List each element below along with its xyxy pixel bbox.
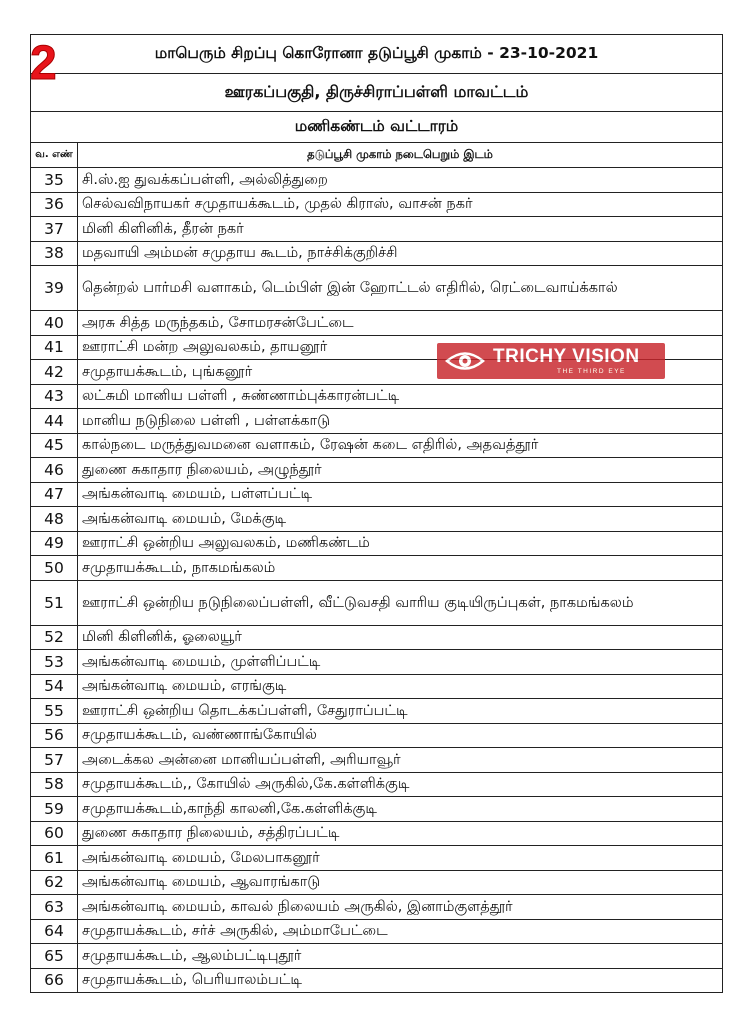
serial-number-cell: 36 — [31, 192, 78, 217]
camp-location-cell: துணை சுகாதார நிலையம், சத்திரப்பட்டி — [78, 821, 723, 846]
camp-location-cell: அங்கன்வாடி மையம், பள்ளப்பட்டி — [78, 482, 723, 507]
table-row — [31, 580, 723, 625]
table-row — [31, 409, 723, 434]
camp-location-cell: ஊராட்சி மன்ற அலுவலகம், தாயனூர் — [78, 335, 723, 360]
camp-location-cell: சமுதாயக்கூடம், புங்கனூர் — [78, 360, 723, 385]
serial-number-cell: 63 — [31, 895, 78, 920]
table-row — [31, 870, 723, 895]
table-row — [31, 674, 723, 699]
table-row — [31, 772, 723, 797]
table-row — [31, 797, 723, 822]
camp-location-cell: சமுதாயக்கூடம், வண்ணாங்கோயில் — [78, 723, 723, 748]
serial-number-cell: 47 — [31, 482, 78, 507]
serial-number-cell: 45 — [31, 433, 78, 458]
camp-location-cell: அங்கன்வாடி மையம், காவல் நிலையம் அருகில், இனாம்குளத்தூர் — [78, 895, 723, 920]
location-column-header: தடுப்பூசி முகாம் நடைபெறும் இடம் — [78, 143, 723, 168]
serial-number-cell: 62 — [31, 870, 78, 895]
camp-location-cell: மதவாயி அம்மன் சமுதாய கூடம், நாச்சிக்குறிச்சி — [78, 241, 723, 266]
table-row — [31, 266, 723, 311]
camp-location-cell: அங்கன்வாடி மையம், மேலபாகனூர் — [78, 846, 723, 871]
camp-location-cell: தென்றல் பார்மசி வளாகம், டெம்பிள் இன் ஹோட்டல் எதிரில், ரெட்டைவாய்க்கால் — [78, 266, 723, 311]
table-row — [31, 895, 723, 920]
serial-number-cell: 40 — [31, 311, 78, 336]
camp-location-cell: சி.ஸ்.ஐ துவக்கப்பள்ளி, அல்லித்துறை — [78, 168, 723, 193]
camp-location-cell: அரசு சித்த மருந்தகம், சோமரசன்பேட்டை — [78, 311, 723, 336]
serial-number-cell: 61 — [31, 846, 78, 871]
table-row — [31, 944, 723, 969]
table-row — [31, 458, 723, 483]
camp-location-cell: மானிய நடுநிலை பள்ளி , பள்ளக்காடு — [78, 409, 723, 434]
camp-location-cell: அங்கன்வாடி மையம், எரங்குடி — [78, 674, 723, 699]
table-row — [31, 384, 723, 409]
camp-locations-table — [30, 34, 723, 993]
serial-number-cell: 42 — [31, 360, 78, 385]
table-row — [31, 821, 723, 846]
camp-location-cell: ஊராட்சி ஒன்றிய நடுநிலைப்பள்ளி, வீட்டுவசதி வாரிய குடியிருப்புகள், நாகமங்கலம் — [78, 580, 723, 625]
serial-number-cell: 53 — [31, 650, 78, 675]
camp-location-cell: அங்கன்வாடி மையம், மேக்குடி — [78, 507, 723, 532]
table-row — [31, 241, 723, 266]
serial-number-cell: 39 — [31, 266, 78, 311]
camp-location-cell: துணை சுகாதார நிலையம், அழுந்தூர் — [78, 458, 723, 483]
table-row — [31, 625, 723, 650]
serial-number-cell: 54 — [31, 674, 78, 699]
camp-location-cell: கால்நடை மருத்துவமனை வளாகம், ரேஷன் கடை எதிரில், அதவத்தூர் — [78, 433, 723, 458]
trichy-vision-watermark — [437, 343, 665, 379]
table-row — [31, 433, 723, 458]
serial-number-cell: 48 — [31, 507, 78, 532]
table-row — [31, 311, 723, 336]
table-row — [31, 919, 723, 944]
block-name: மணிகண்டம் வட்டாரம் — [31, 112, 723, 143]
camp-location-cell: சமுதாயக்கூடம்,, கோயில் அருகில்,கே.கள்ளிக்குடி — [78, 772, 723, 797]
camp-location-cell: ஊராட்சி ஒன்றிய அலுவலகம், மணிகண்டம் — [78, 531, 723, 556]
serial-number-cell: 38 — [31, 241, 78, 266]
serial-number-cell: 66 — [31, 968, 78, 993]
table-row — [31, 507, 723, 532]
serial-number-cell: 56 — [31, 723, 78, 748]
table-row — [31, 531, 723, 556]
camp-location-cell: சமுதாயக்கூடம், ஆலம்பட்டிபுதூர் — [78, 944, 723, 969]
serial-number-cell: 43 — [31, 384, 78, 409]
camp-location-cell: மினி கிளினிக், தீரன் நகர் — [78, 217, 723, 242]
camp-location-cell: சமுதாயக்கூடம், சர்ச் அருகில், அம்மாபேட்டை — [78, 919, 723, 944]
table-row — [31, 556, 723, 581]
serial-number-cell: 41 — [31, 335, 78, 360]
table-row — [31, 846, 723, 871]
serial-column-header: வ. எண் — [31, 143, 78, 168]
document-title: மாபெரும் சிறப்பு கொரோனா தடுப்பூசி முகாம் - 23-10-2021 — [31, 35, 723, 74]
table-row — [31, 168, 723, 193]
serial-number-cell: 60 — [31, 821, 78, 846]
column-header-row — [31, 143, 723, 168]
camp-location-cell: அங்கன்வாடி மையம், ஆவாரங்காடு — [78, 870, 723, 895]
serial-number-cell: 59 — [31, 797, 78, 822]
serial-number-cell: 51 — [31, 580, 78, 625]
serial-number-cell: 35 — [31, 168, 78, 193]
serial-number-cell: 55 — [31, 699, 78, 724]
serial-number-cell: 37 — [31, 217, 78, 242]
camp-location-cell: செல்வவிநாயகர் சமுதாயக்கூடம், முதல் கிராஸ், வாசன் நகர் — [78, 192, 723, 217]
camp-location-cell: சமுதாயக்கூடம், நாகமங்கலம் — [78, 556, 723, 581]
camp-location-cell: சமுதாயக்கூடம், பெரியாலம்பட்டி — [78, 968, 723, 993]
watermark-tagline: THE THIRD EYE — [557, 368, 626, 375]
eye-logo-icon — [445, 348, 485, 374]
table-row — [31, 650, 723, 675]
district-subtitle: ஊரகப்பகுதி, திருச்சிராப்பள்ளி மாவட்டம் — [31, 74, 723, 112]
camp-location-cell: சமுதாயக்கூடம்,காந்தி காலனி,கே.கள்ளிக்குடி — [78, 797, 723, 822]
table-row — [31, 192, 723, 217]
page-number-badge: 2 — [30, 37, 57, 90]
serial-number-cell: 57 — [31, 748, 78, 773]
camp-location-cell: லட்சுமி மானிய பள்ளி , சுண்ணாம்புக்காரன்பட்டி — [78, 384, 723, 409]
serial-number-cell: 65 — [31, 944, 78, 969]
camp-location-cell: அங்கன்வாடி மையம், முள்ளிப்பட்டி — [78, 650, 723, 675]
serial-number-cell: 50 — [31, 556, 78, 581]
camp-location-cell: ஊராட்சி ஒன்றிய தொடக்கப்பள்ளி, சேதுராப்பட்டி — [78, 699, 723, 724]
table-row — [31, 482, 723, 507]
table-row — [31, 217, 723, 242]
watermark-title: TRICHY VISION — [493, 346, 640, 367]
camp-location-cell: மினி கிளினிக், ஓலையூர் — [78, 625, 723, 650]
serial-number-cell: 52 — [31, 625, 78, 650]
camp-location-cell: அடைக்கல அன்னை மானியப்பள்ளி, அரியாவூர் — [78, 748, 723, 773]
table-row — [31, 699, 723, 724]
serial-number-cell: 58 — [31, 772, 78, 797]
serial-number-cell: 64 — [31, 919, 78, 944]
serial-number-cell: 44 — [31, 409, 78, 434]
serial-number-cell: 46 — [31, 458, 78, 483]
serial-number-cell: 49 — [31, 531, 78, 556]
table-row — [31, 748, 723, 773]
table-row — [31, 968, 723, 993]
table-row — [31, 723, 723, 748]
